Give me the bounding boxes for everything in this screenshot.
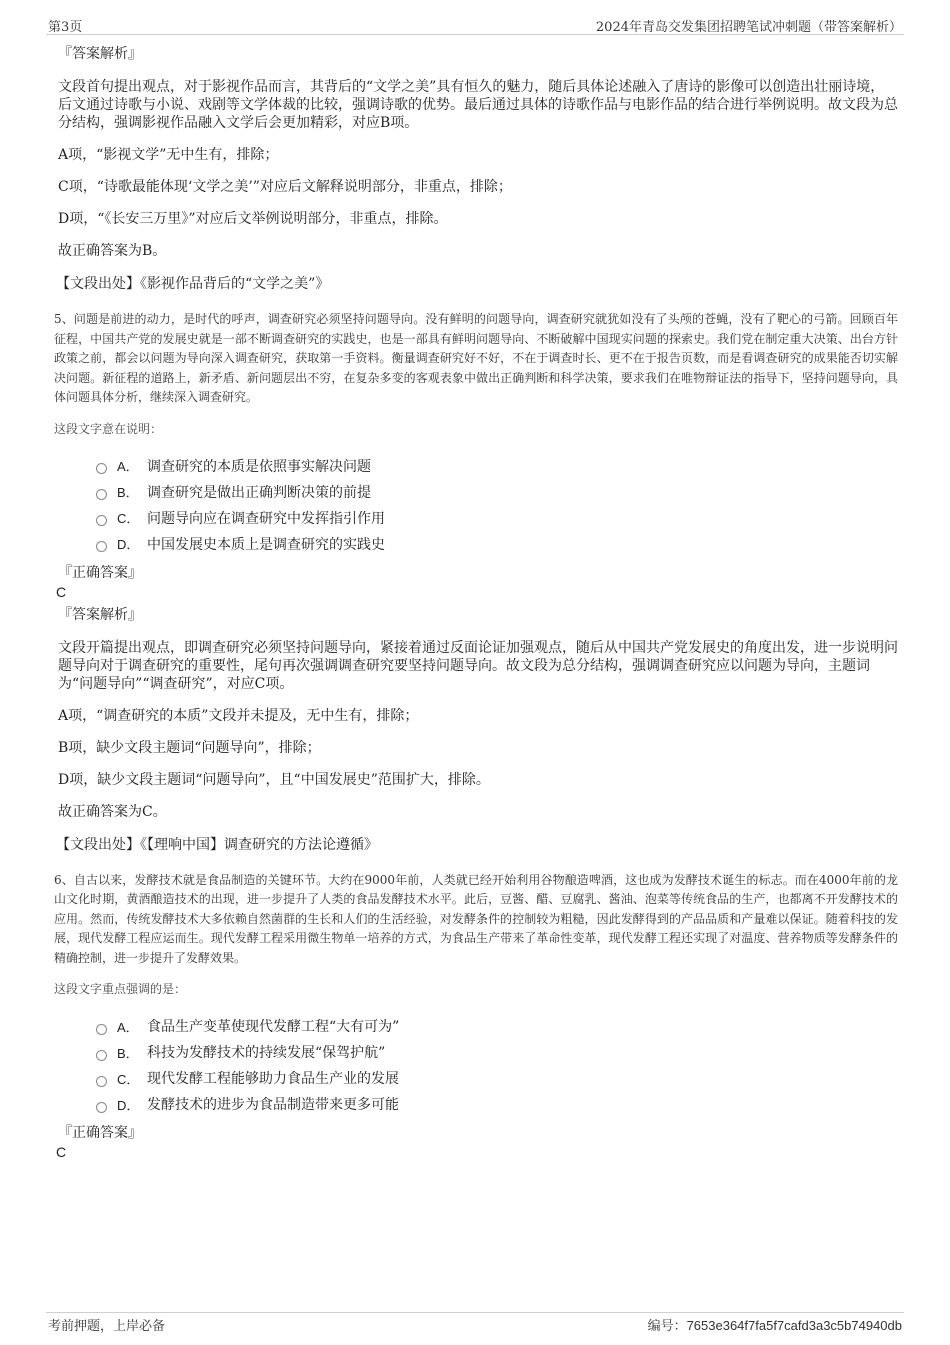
option-list (96, 453, 898, 557)
question-prompt: 这段文字意在说明： (54, 421, 163, 436)
analysis-paragraph: D项，“《长安三万里》”对应后文举例说明部分，非重点，排除。 (58, 211, 448, 227)
option-text: 科技为发酵技术的持续发展“保驾护航” (147, 1045, 386, 1061)
page-header (46, 14, 904, 35)
option-text: 调查研究是做出正确判断决策的前提 (147, 484, 371, 501)
option-c[interactable] (96, 1065, 898, 1091)
option-d[interactable] (96, 531, 898, 557)
analysis-block (56, 78, 898, 260)
option-b[interactable] (96, 479, 898, 505)
analysis-tag: 『答案解析』 (58, 606, 142, 623)
analysis-paragraph: 故正确答案为B。 (58, 243, 167, 259)
analysis-paragraph: 文段开篇提出观点，即调查研究必须坚持问题导向，紧接着通过反面论证加强观点，随后从中国共产党发展史的角度出发，进一步说明问题导向对于调查研究的重要性，尾句再次强调调查研究要坚持问题导向。故文段为总分结构，强调调查研究应以问题为导向，主题词为“问题导向”“调查研究”，对应C项。 (58, 639, 898, 692)
analysis-paragraph: B项，缺少文段主题词“问题导向”，排除； (58, 739, 321, 756)
option-letter: B． (117, 485, 139, 500)
option-list (96, 1013, 898, 1117)
option-letter: B． (117, 1045, 139, 1061)
option-a[interactable] (96, 1013, 898, 1039)
page-footer (46, 1312, 904, 1337)
option-letter: C． (117, 1071, 140, 1087)
correct-answer: C (56, 1144, 67, 1160)
option-c[interactable] (96, 505, 898, 531)
question-prompt: 这段文字重点强调的是： (54, 982, 187, 996)
option-text: 食品生产变革使现代发酵工程“大有可为” (147, 1019, 400, 1035)
answer-tag: 『正确答案』 (58, 564, 142, 581)
question-text: 6、自古以来，发酵技术就是食品制造的关键环节。大约在9000年前，人类就已经开始利用谷物酿造啤酒，这也成为发酵技术诞生的标志。而在4000年前的龙山文化时期，黄酒酿造技术的出现，进一步提升了人类的食品发酵技术水平。此后，豆酱、醋、豆腐乳、酱油、泡菜等传统食品的生产，也都离不开发酵技术的应用。然而，传统发酵技术大多依赖自然菌群的生长和人们的生活经验，对发酵条件的控制较为粗糙，因此发酵得到的产品品质和产量难以保证。随着科技的发展，现代发酵工程应运而生。现代发酵工程采用微生物单一培养的方式，为食品生产带来了革命性变革，现代发酵工程还实现了对温度、营养物质等发酵条件的精确控制，进一步提升了发酵效果。 (54, 872, 898, 965)
radio-button[interactable] (96, 1102, 107, 1113)
radio-button[interactable] (96, 1076, 107, 1087)
answer-tag: 『正确答案』 (58, 1125, 142, 1141)
correct-answer: C (56, 583, 67, 600)
analysis-paragraph: A项，“影视文学”无中生有，排除； (58, 147, 279, 163)
question-text: 5、问题是前进的动力，是时代的呼声，调查研究必须坚持问题导向。没有鲜明的问题导向，调查研究就犹如没有了头颅的苍蝇，没有了靶心的弓箭。回顾百年征程，中国共产党的发展史就是一部不断调查研究的实践史，也是一部具有鲜明问题导向、不断破解中国现实问题的探索史。我们党在制定重大决策、出台方针政策之前，都会以问题为导向深入调查研究，获取第一手资料。衡量调查研究好不好，不在于调查时长、更不在于报告页数，而是看调查研究的成果能否切实解决问题。新征程的道路上，新矛盾、新问题层出不穷，在复杂多变的客观表象中做出正确判断和科学决策，要求我们在唯物辩证法的指导下，坚持问题导向，具体问题具体分析，继续深入调查研究。 (54, 312, 898, 404)
source-citation: 【文段出处】《影视作品背后的“文学之美”》 (56, 276, 330, 292)
option-d[interactable] (96, 1091, 898, 1117)
page-number: 第3页 (48, 20, 83, 35)
option-text: 调查研究的本质是依照事实解决问题 (147, 458, 371, 475)
option-letter: D． (117, 537, 140, 552)
analysis-paragraph: C项，“诗歌最能体现‘文学之美’”对应后文解释说明部分，非重点，排除； (58, 179, 512, 195)
source-citation: 【文段出处】《【理响中国】调查研究的方法论遵循》 (56, 836, 378, 853)
radio-button[interactable] (96, 489, 107, 500)
page-content (56, 44, 898, 1165)
radio-button[interactable] (96, 463, 107, 474)
option-letter: D． (117, 1097, 140, 1113)
option-text: 现代发酵工程能够助力食品生产业的发展 (147, 1071, 399, 1087)
radio-button[interactable] (96, 541, 107, 552)
analysis-block (56, 639, 898, 821)
option-b[interactable] (96, 1039, 898, 1065)
analysis-paragraph: 文段首句提出观点，对于影视作品而言，其背后的“文学之美”具有恒久的魅力，随后具体论述融入了唐诗的影像可以创造出壮丽诗境，后文通过诗歌与小说、戏剧等文学体裁的比较，强调诗歌的优势。最后通过具体的诗歌作品与电影作品的结合进行举例说明。故文段为总分结构，强调影视作品融入文学后会更加精彩，对应B项。 (58, 79, 898, 131)
radio-button[interactable] (96, 1024, 107, 1035)
option-letter: A． (117, 459, 139, 474)
radio-button[interactable] (96, 1050, 107, 1061)
analysis-tag: 『答案解析』 (58, 46, 142, 62)
document-code: 编号：7653e364f7fa5f7cafd3a3c5b74940db (647, 1318, 902, 1333)
option-letter: A． (117, 1019, 139, 1035)
option-a[interactable] (96, 453, 898, 479)
analysis-paragraph: D项，缺少文段主题词“问题导向”，且“中国发展史”范围扩大，排除。 (58, 771, 490, 788)
option-text: 问题导向应在调查研究中发挥指引作用 (147, 510, 385, 527)
option-text: 发酵技术的进步为食品制造带来更多可能 (147, 1097, 399, 1113)
footer-slogan: 考前押题，上岸必备 (48, 1319, 166, 1334)
document-title: 2024年青岛交发集团招聘笔试冲刺题（带答案解析） (595, 20, 902, 35)
radio-button[interactable] (96, 515, 107, 526)
option-letter: C． (117, 511, 140, 526)
analysis-paragraph: A项，“调查研究的本质”文段并未提及，无中生有，排除； (58, 707, 419, 724)
analysis-paragraph: 故正确答案为C。 (58, 803, 167, 820)
option-text: 中国发展史本质上是调查研究的实践史 (147, 536, 385, 553)
